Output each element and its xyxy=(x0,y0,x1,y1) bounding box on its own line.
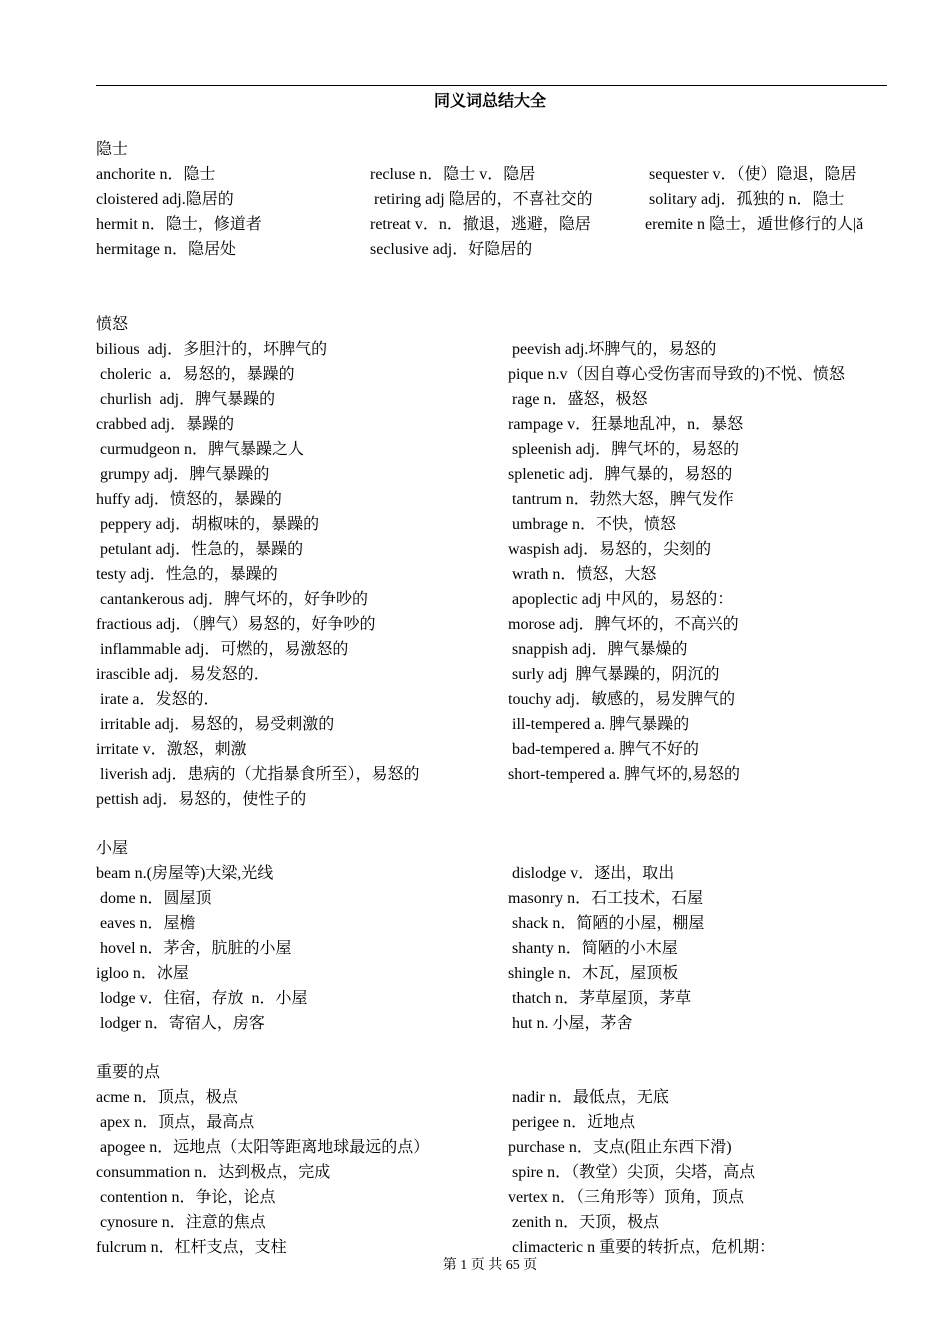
entry: apex n．顶点，最高点 xyxy=(96,1114,255,1131)
entry: beam n.(房屋等)大梁,光线 xyxy=(96,865,274,882)
entry: perigee n．近地点 xyxy=(508,1114,636,1131)
entry: surly adj 脾气暴躁的，阴沉的 xyxy=(508,666,720,683)
entry: liverish adj．患病的（尤指暴食所至），易怒的 xyxy=(96,766,420,783)
entry: irascible adj．易发怒的． xyxy=(96,666,270,683)
entry: waspish adj．易怒的，尖刻的 xyxy=(508,541,712,558)
entry: pique n.v（因自尊心受伤害而导致的)不悦、愤怒 xyxy=(508,366,845,383)
entry: testy adj．性急的，暴躁的 xyxy=(96,566,278,583)
entry: peppery adj．胡椒味的，暴躁的 xyxy=(96,516,320,533)
page-footer: 第 1 页 共 65 页 xyxy=(442,1258,538,1273)
entry: thatch n．茅草屋顶，茅草 xyxy=(508,990,692,1007)
entry: short-tempered a. 脾气坏的,易怒的 xyxy=(508,766,740,783)
section-heading: 重要的点 xyxy=(96,1064,161,1081)
entry: rampage v．狂暴地乱冲，n．暴怒 xyxy=(508,416,744,433)
entry: rage n．盛怒，极怒 xyxy=(508,391,648,408)
entry: eaves n．屋檐 xyxy=(96,915,196,932)
entry: zenith n．天顶，极点 xyxy=(508,1214,660,1231)
entry: grumpy adj．脾气暴躁的 xyxy=(96,466,270,483)
entry: curmudgeon n．脾气暴躁之人 xyxy=(96,441,304,458)
entry: crabbed adj．暴躁的 xyxy=(96,416,235,433)
entry: contention n．争论，论点 xyxy=(96,1189,276,1206)
entry: bilious adj．多胆汁的，坏脾气的 xyxy=(96,341,328,358)
entry: snappish adj．脾气暴燥的 xyxy=(508,641,688,658)
entry: lodger n．寄宿人，房客 xyxy=(96,1015,265,1032)
entry: apogee n．远地点（太阳等距离地球最远的点） xyxy=(96,1139,430,1156)
entry: apoplectic adj 中风的，易怒的： xyxy=(508,591,734,608)
entry: fulcrum n．杠杆支点，支柱 xyxy=(96,1239,287,1256)
entry: touchy adj．敏感的，易发脾气的 xyxy=(508,691,736,708)
entry: dome n．圆屋顶 xyxy=(96,890,212,907)
entry: huffy adj．愤怒的，暴躁的 xyxy=(96,491,282,508)
entry: masonry n．石工技术，石屋 xyxy=(508,890,704,907)
entry: eremite n 隐士，遁世修行的人|ǎ xyxy=(645,216,864,233)
entry: fractious adj．（脾气）易怒的，好争吵的 xyxy=(96,616,376,633)
entry: bad-tempered a. 脾气不好的 xyxy=(508,741,700,758)
entry: climacteric n 重要的转折点，危机期： xyxy=(508,1239,776,1256)
entry: hermit n．隐士，修道者 xyxy=(96,216,262,233)
entry: hovel n．茅舍，肮脏的小屋 xyxy=(96,940,292,957)
page-title: 同义词总结大全 xyxy=(433,93,546,110)
entry: retiring adj 隐居的，不喜社交的 xyxy=(370,191,593,208)
entry: tantrum n．勃然大怒，脾气发作 xyxy=(508,491,734,508)
entry: solitary adj．孤独的 n．隐士 xyxy=(649,191,845,208)
entry: sequester v．（使）隐退，隐居 xyxy=(649,166,857,183)
entry: lodge v．住宿，存放 n．小屋 xyxy=(96,990,308,1007)
entry: vertex n．（三角形等）顶角，顶点 xyxy=(508,1189,744,1206)
section-heading: 小屋 xyxy=(96,840,129,857)
entry: igloo n．冰屋 xyxy=(96,965,189,982)
entry: consummation n．达到极点，完成 xyxy=(96,1164,331,1181)
entry: umbrage n．不快，愤怒 xyxy=(508,516,676,533)
entry: irritable adj．易怒的，易受刺激的 xyxy=(96,716,335,733)
section-heading: 愤怒 xyxy=(96,316,129,333)
entry: shingle n．木瓦，屋顶板 xyxy=(508,965,679,982)
entry: splenetic adj．脾气暴的，易怒的 xyxy=(508,466,733,483)
entry: irate a．发怒的． xyxy=(96,691,220,708)
entry: retreat v．n．撤退，逃避，隐居 xyxy=(370,216,591,233)
entry: churlish adj．脾气暴躁的 xyxy=(96,391,276,408)
entry: seclusive adj．好隐居的 xyxy=(370,241,533,258)
entry: nadir n．最低点，无底 xyxy=(508,1089,669,1106)
entry: hut n. 小屋，茅舍 xyxy=(508,1015,633,1032)
entry: shanty n．简陋的小木屋 xyxy=(508,940,678,957)
entry: wrath n．愤怒，大怒 xyxy=(508,566,657,583)
entry: petulant adj．性急的，暴躁的 xyxy=(96,541,304,558)
entry: dislodge v．逐出，取出 xyxy=(508,865,675,882)
entry: ill-tempered a. 脾气暴躁的 xyxy=(508,716,690,733)
entry: anchorite n．隐士 xyxy=(96,166,216,183)
entry: spire n．（教堂）尖顶，尖塔，高点 xyxy=(508,1164,756,1181)
entry: shack n．简陋的小屋，棚屋 xyxy=(508,915,705,932)
section-heading: 隐士 xyxy=(96,141,129,158)
entry: peevish adj.坏脾气的，易怒的 xyxy=(508,341,717,358)
entry: cantankerous adj．脾气坏的，好争吵的 xyxy=(96,591,368,608)
entry: irritate v．激怒，刺激 xyxy=(96,741,247,758)
entry: cynosure n．注意的焦点 xyxy=(96,1214,266,1231)
entry: cloistered adj.隐居的 xyxy=(96,191,234,208)
entry: choleric a．易怒的，暴躁的 xyxy=(96,366,295,383)
entry: spleenish adj．脾气坏的，易怒的 xyxy=(508,441,740,458)
entry: purchase n．支点(阻止东西下滑) xyxy=(508,1139,732,1156)
entry: pettish adj．易怒的，使性子的 xyxy=(96,791,307,808)
entry: hermitage n．隐居处 xyxy=(96,241,236,258)
entry: recluse n．隐士 v．隐居 xyxy=(370,166,536,183)
entry: acme n．顶点，极点 xyxy=(96,1089,238,1106)
header-rule xyxy=(96,85,887,86)
entry: morose adj．脾气坏的，不高兴的 xyxy=(508,616,739,633)
entry: inflammable adj．可燃的，易激怒的 xyxy=(96,641,349,658)
